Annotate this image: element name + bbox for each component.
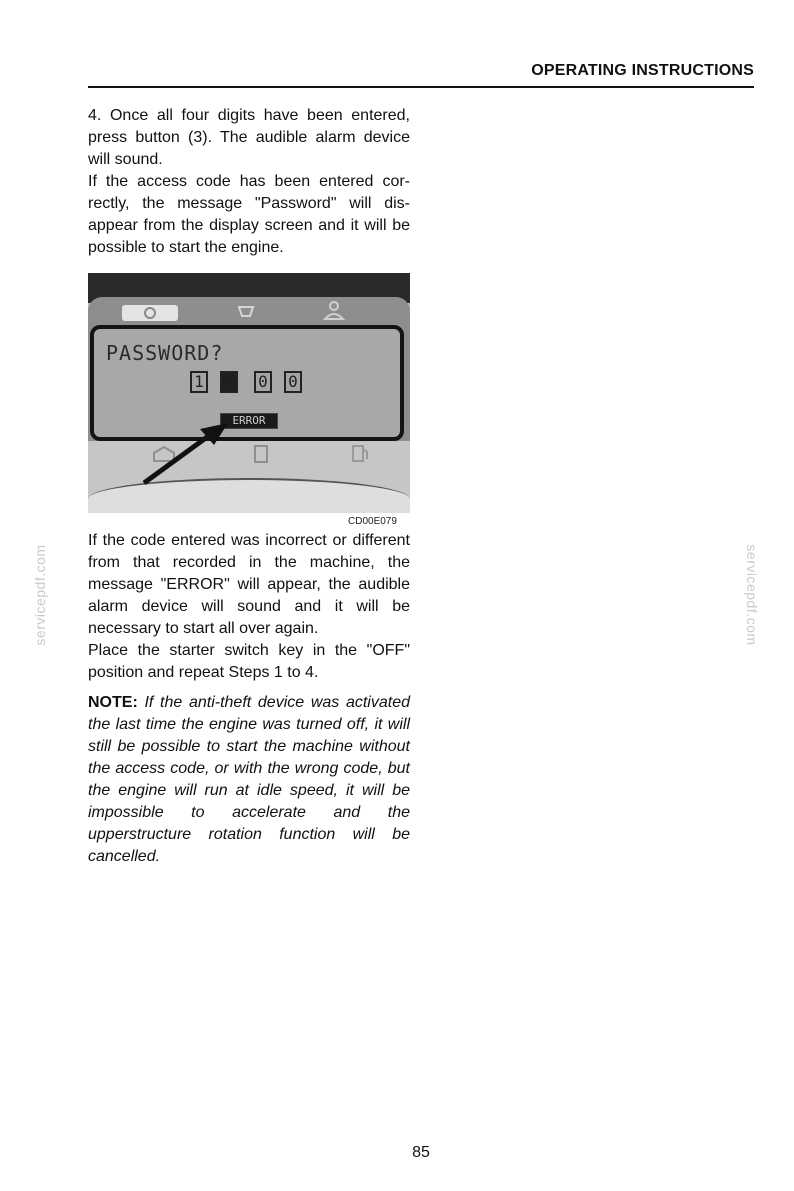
digit-box-3: 0: [254, 371, 272, 393]
note-label: NOTE:: [88, 694, 138, 711]
note-text: If the anti-theft device was activated the last time the engine was turned off, it will still be possible to start the machine without the access code, or with the wrong code, but the engine will run at idle speed, it will be impossible to accelerate and the upperstructure rotation function will be cancelled.: [88, 694, 410, 865]
paragraph-correct-code: If the access code has been entered correctly, the message "Password" will disappear from the display screen and it will be possible to start the engine.: [88, 173, 410, 256]
watermark-left: servicepdf.com: [32, 544, 48, 646]
digit-box-1: 1: [190, 371, 208, 393]
figure-caption: CD00E079: [348, 516, 397, 527]
arrow-icon: [88, 273, 410, 513]
paragraph-step-4: 4. Once all four digits have been entered, press button (3). The audible alarm device will sound.: [88, 107, 410, 168]
text-column-bottom: [88, 530, 410, 868]
header-divider: [88, 86, 754, 88]
password-prompt: PASSWORD?: [106, 341, 224, 365]
display-figure: [88, 273, 410, 513]
section-title: OPERATING INSTRUCTIONS: [531, 62, 754, 79]
watermark-right: servicepdf.com: [744, 544, 760, 646]
paragraph-restart: Place the starter switch key in the "OFF" position and repeat Steps 1 to 4.: [88, 642, 410, 681]
page-number: 85: [412, 1144, 430, 1161]
error-message: ERROR: [220, 413, 278, 429]
text-column-top: [88, 105, 410, 259]
note-paragraph: [88, 692, 410, 868]
paragraph-incorrect-code: If the code entered was incorrect or different from that recorded in the machine, the message "ERROR" will appear, the audible alarm device will sound and it will be necessary to start all over again.: [88, 532, 410, 637]
digit-box-4: 0: [284, 371, 302, 393]
